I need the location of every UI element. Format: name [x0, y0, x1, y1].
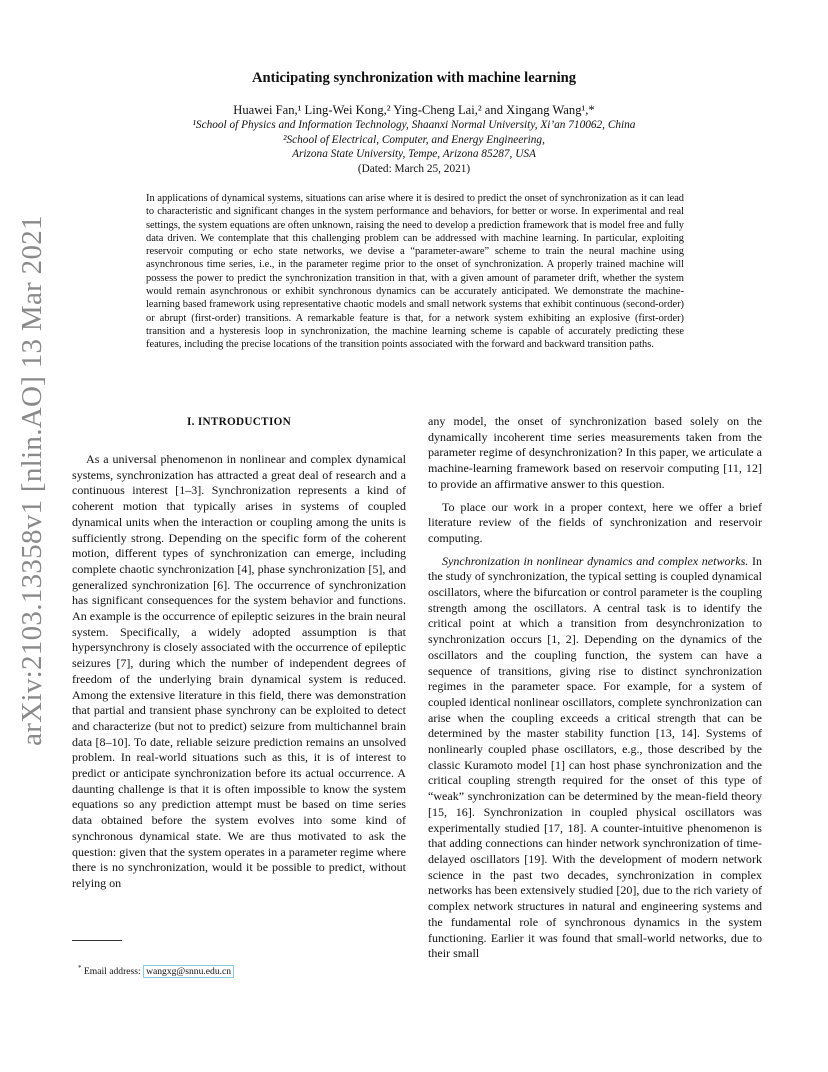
- footnote-label: Email address:: [83, 966, 144, 978]
- affiliation-2: ²School of Electrical, Computer, and Energy Engineering,: [283, 133, 545, 146]
- paper-title: Anticipating synchronization with machine learning: [251, 70, 577, 86]
- section-heading: I. INTRODUCTION: [187, 416, 291, 428]
- affiliation-2-address: Arizona State University, Tempe, Arizona 85287, USA: [292, 148, 536, 160]
- date-line: (Dated: March 25, 2021): [357, 162, 471, 175]
- author-list: Huawei Fan,¹ Ling-Wei Kong,² Ying-Cheng Lai,² and Xingang Wang¹,*: [233, 103, 595, 117]
- intro-paragraph-1-continued: any model, the onset of synchronization based solely on the dynamically incoherent time series measurements taken from the parameter regime of desynchronization? In this paper, we articulate a machine-learning framework based on reservoir computing [11, 12] to provide an affirmative answer to this question.: [428, 414, 762, 491]
- footnote-rule: [72, 940, 122, 941]
- affiliation-1: ¹School of Physics and Information Technology, Shaanxi Normal University, Xi’an 710062, China: [192, 119, 636, 131]
- right-column: [428, 414, 762, 962]
- paragraph-lead-heading: Synchronization in nonlinear dynamics and complex networks.: [442, 553, 749, 568]
- left-column: [72, 414, 406, 892]
- paragraph-3-body: In the study of synchronization, the typical setting is coupled dynamical oscillators, where the bifurcation or control parameter is the coupling strength among the oscillators. A central task is to identify the critical point at which a transition from desynchronization to synchronization occurs [1, 2]. Depending on the dynamics of the oscillators and the coupling function, the system can have a sequence of transitions, giving rise to distinct synchronization regimes in the parameter space. For example, for a system of coupled identical nonlinear oscillators, complete synchronization can arise when the coupling exceeds a critical strength that can be determined by the master stability function [13, 14]. Systems of nonlinearly coupled phase oscillators, e.g., those described by the classic Kuramoto model [1] can host phase synchronization and the critical coupling strength required for the onset of this type of “weak” synchronization can be determined by the mean-field theory [15, 16]. Synchronization in coupled physical oscillators was experimentally studied [17, 18]. A counter-intuitive phenomenon is that adding connections can hinder network synchronization of time-delayed oscillators [19]. With the development of modern network science in the past two decades, synchronization in complex networks has been extensively studied [20], due to the rich variety of complex network structures in natural and engineering systems and the fundamental role of synchronous dynamics in the system functioning. Earlier it was found that small-world networks, due to their small: [428, 553, 762, 961]
- abstract: In applications of dynamical systems, situations can arise where it is desired to predict the onset of synchronization as it can lead to characteristic and significant changes in the system performance and behaviors, for better or worse. In experimental and real settings, the system equations are often unknown, raising the need to develop a prediction framework that is model free and fully data driven. We contemplate that this challenging problem can be addressed with machine learning. In particular, exploiting reservoir computing or echo state networks, we devise a “parameter-aware” scheme to train the neural machine using asynchronous time series, i.e., in the parameter regime prior to the onset of synchronization. A properly trained machine will possess the power to predict the synchronization transition in that, with a given amount of parameter drift, whether the system would remain asynchronous or exhibit synchronous dynamics can be accurately anticipated. We demonstrate the machine-learning based framework using representative chaotic models and small network systems that exhibit continuous (second-order) or abrupt (first-order) transitions. A remarkable feature is that, for a network system exhibiting an explosive (first-order) transition and a hysteresis loop in synchronization, the machine learning scheme is capable of accurately predicting these features, including the precise locations of the transition points associated with the forward and backward transition paths.: [146, 193, 684, 351]
- footnote-marker: *: [78, 964, 82, 972]
- intro-paragraph-3: [428, 554, 762, 962]
- arxiv-identifier-text: arXiv:2103.13358v1 [nlin.AO] 13 Mar 2021: [15, 214, 48, 746]
- footnote: [78, 962, 234, 978]
- paper-header: [140, 68, 688, 177]
- intro-paragraph-2: To place our work in a proper context, here we offer a brief literature review of the fields of synchronization and reservoir computing.: [428, 499, 762, 545]
- arxiv-identifier: [2, 214, 62, 746]
- intro-paragraph-1: As a universal phenomenon in nonlinear and complex dynamical systems, synchronization has attracted a great deal of research and a continuous interest [1–3]. Synchronization represents a kind of coherent motion that typically arises in systems of coupled dynamical units when the interaction or coupling among the units is sufficiently strong. Depending on the specific form of the coherent motion, different types of synchronization can emerge, including complete chaotic synchronization [4], phase synchronization [5], and generalized synchronization [6]. The occurrence of synchronization has significant consequences for the system behavior and functions. An example is the occurrence of epileptic seizures in the brain neural system. Specifically, a widely adopted assumption is that hypersynchrony is closely associated with the occurrence of epileptic seizures [7], during which the number of independent degrees of freedom of the underlying brain dynamical system is reduced. Among the extensive literature in this field, there was demonstration that partial and transient phase synchrony can be exploited to detect and characterize (but not to predict) seizure from multichannel brain data [8–10]. To date, reliable seizure prediction remains an unsolved problem. In real-world situations such as this, it is of interest to predict or anticipate synchronization before its actual occurrence. A daunting challenge is that it is often impossible to know the system equations so any prediction attempt must be based on time series data obtained before the system evolves into some kind of synchronous dynamical state. We are thus motivated to ask the question: given that the system operates in a parameter regime where there is no synchronization, would it be possible to predict, without relying on: [72, 452, 406, 890]
- email-link[interactable]: wangxg@snnu.edu.cn: [143, 965, 234, 978]
